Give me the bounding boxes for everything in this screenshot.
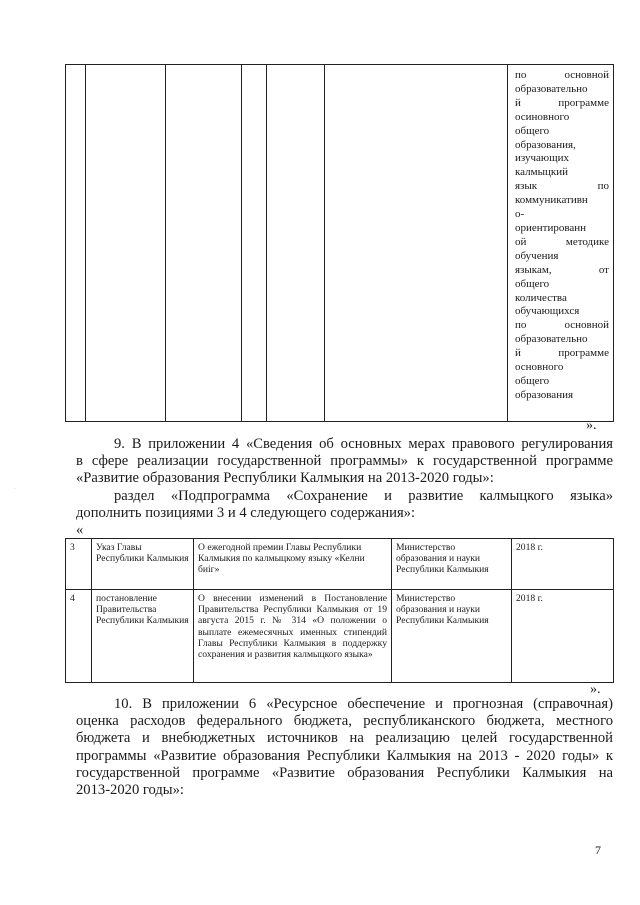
act-type: постановление Правительства Республики Калмыкия [92, 590, 194, 683]
open-quote: « [76, 522, 84, 539]
cell-line: образовательно [515, 333, 588, 346]
cell-line: калмыцкий [515, 166, 569, 179]
cell-line: ориентированн [515, 221, 587, 234]
paragraph-line: государственной программе «Развитие образования Республики Калмыкия на [76, 764, 613, 781]
paragraph-9 [76, 436, 613, 539]
paragraph-line: программы «Развитие образования Республики Калмыкия на 2013 - 2020 годы» к [76, 747, 613, 764]
table-cell [66, 65, 86, 422]
cell-line: по основной [515, 319, 609, 332]
act-executor: Министерство образования и науки Республики Калмыкия [392, 539, 512, 590]
cell-line: изучающих [515, 152, 569, 165]
cell-line: о- [515, 208, 525, 221]
table-cell [267, 65, 325, 422]
cell-line: образовательно [515, 82, 588, 95]
cell-line: коммуникативн [515, 194, 588, 207]
act-year: 2018 г. [512, 590, 614, 683]
paragraph-10 [76, 696, 613, 799]
cell-line: й программе [515, 96, 609, 109]
table-cell [86, 65, 166, 422]
paragraph-line: 9. В приложении 4 «Сведения об основных мерах правового регулирования [114, 436, 613, 452]
cell-line: общего [515, 124, 550, 137]
paragraph-line: в сфере реализации государственной программы» к государственной программе [76, 453, 613, 470]
continuation-table [65, 64, 614, 422]
act-type: Указ Главы Республики Калмыкия [92, 539, 194, 590]
paragraph-line: дополнить позициями 3 и 4 следующего содержания»: [76, 504, 416, 521]
cell-line: основного [515, 361, 564, 374]
cell-line: по основной [515, 69, 609, 81]
cell-line: ой методике [515, 235, 609, 248]
table-cell [166, 65, 242, 422]
paragraph-line: «Развитие образования Республики Калмыкия на 2013-2020 годы»: [76, 470, 494, 487]
cell-line: образования [515, 388, 574, 401]
cell-line: й программе [515, 347, 609, 360]
cell-line: количества [515, 291, 567, 304]
indicator-description-cell [508, 65, 614, 422]
table-row [66, 539, 614, 590]
act-title: О внесении изменений в Постановление Правительства Республики Калмыкия от 19 августа 2015 г. № 314 «О положении о выплате ежемесячных именных стипендий Главы Республики Калмыкия в поддержку сохранения и развития калмыцкого языка» [194, 590, 392, 683]
paragraph-line: 2013-2020 годы»: [76, 782, 184, 799]
cell-line: общего [515, 374, 550, 387]
table-cell [325, 65, 508, 422]
act-executor: Министерство образования и науки Республики Калмыкия [392, 590, 512, 683]
act-year: 2018 г. [512, 539, 614, 590]
paragraph-line: оценка расходов федерального бюджета, республиканского бюджета, местного [76, 713, 613, 730]
cell-line: обучения [515, 249, 559, 262]
cell-line: образования, [515, 138, 576, 151]
page-number: 7 [595, 843, 601, 857]
table-cell [242, 65, 267, 422]
closing-quote: ». [590, 682, 601, 697]
cell-line: языкам, от [515, 263, 609, 276]
table-row [66, 590, 614, 683]
positions-table [65, 538, 614, 683]
row-number: 4 [66, 590, 92, 683]
act-title: О ежегодной премии Главы Республики Калмыкия по калмыцкому языку «Келни биіг» [194, 539, 392, 590]
paragraph-line: 10. В приложении 6 «Ресурсное обеспечение и прогнозная (справочная) [114, 696, 613, 712]
cell-line: осиновного [515, 110, 570, 123]
margin-dot: · [14, 486, 16, 492]
cell-line: обучающихся [515, 305, 580, 318]
table-row [66, 65, 614, 422]
closing-quote: ». [586, 418, 597, 433]
cell-line: язык по [515, 180, 609, 193]
paragraph-line: раздел «Подпрограмма «Сохранение и развитие калмыцкого языка» [114, 487, 613, 504]
cell-line: общего [515, 277, 550, 290]
row-number: 3 [66, 539, 92, 590]
paragraph-line: бюджета и внебюджетных источников на реализацию целей государственной [76, 730, 613, 747]
